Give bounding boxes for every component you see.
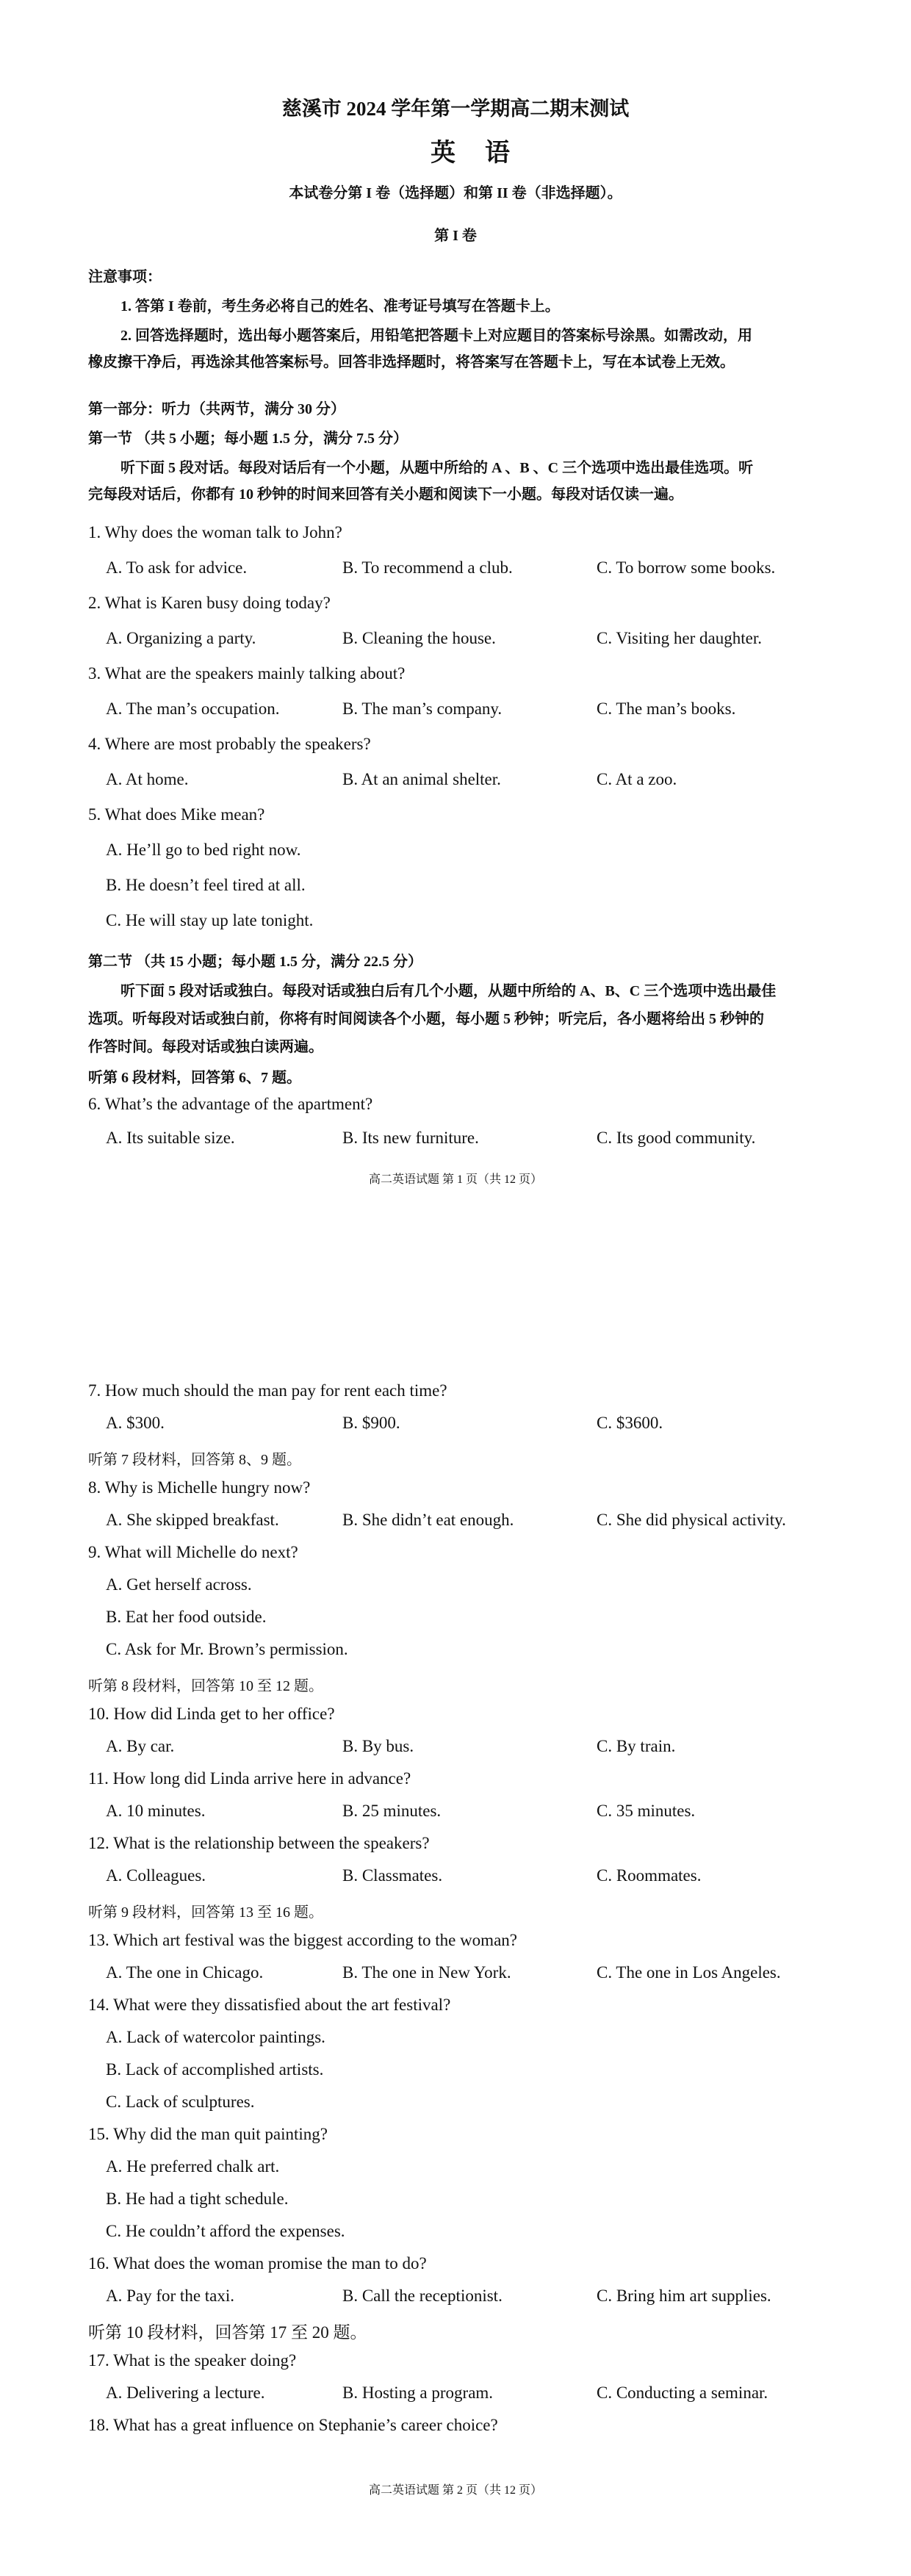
option-a: A. At home.	[106, 770, 189, 788]
notice-item-1: 1. 答第 I 卷前，考生务必将自己的姓名、准考证号填写在答题卡上。	[120, 298, 560, 314]
option-c: C. He will stay up late tonight.	[106, 911, 314, 929]
question-stem: 13. Which art festival was the biggest according to the woman?	[88, 1931, 517, 1949]
option-c: C. At a zoo.	[597, 770, 677, 788]
question-stem: 11. How long did Linda arrive here in advance?	[88, 1769, 411, 1788]
question-stem: 14. What were they dissatisfied about the art festival?	[88, 1996, 451, 2014]
option-b: B. Call the receptionist.	[342, 2287, 503, 2305]
option-b: B. At an animal shelter.	[342, 770, 501, 788]
option-b: B. 25 minutes.	[342, 1802, 442, 1820]
listening-material-9: 听第 9 段材料，回答第 13 至 16 题。	[88, 1904, 323, 1921]
exam-title: 慈溪市 2024 学年第一学期高二期末测试	[281, 98, 630, 120]
exam-intro: 本试卷分第 I 卷（选择题）和第 II 卷（非选择题）。	[289, 185, 622, 201]
section-two-instructions-line3: 作答时间。每段对话或独白读两遍。	[88, 1039, 323, 1055]
question-stem: 8. Why is Michelle hungry now?	[88, 1478, 311, 1497]
notice-title: 注意事项：	[88, 269, 162, 285]
option-b: B. Its new furniture.	[342, 1129, 479, 1147]
question-stem: 2. What is Karen busy doing today?	[88, 594, 331, 612]
section-one-heading: 第一节 （共 5 小题；每小题 1.5 分，满分 7.5 分）	[88, 431, 408, 447]
section-two-instructions-line2: 选项。听每段对话或独白前，你将有时间阅读各个小题，每小题 5 秒钟；听完后，各小题将给出 5 秒钟的	[88, 1011, 764, 1027]
part-one-heading: 第一部分：听力（共两节，满分 30 分）	[88, 401, 345, 417]
option-b: B. The man’s company.	[342, 699, 503, 718]
question-stem: 4. Where are most probably the speakers?	[88, 735, 371, 753]
question-stem: 18. What has a great influence on Stephanie’s career choice?	[88, 2416, 498, 2434]
question-stem: 3. What are the speakers mainly talking about?	[88, 664, 406, 683]
option-c: C. Lack of sculptures.	[106, 2093, 255, 2111]
option-a: A. He preferred chalk art.	[106, 2157, 280, 2176]
option-b: B. Hosting a program.	[342, 2383, 494, 2402]
option-a: A. $300.	[106, 1414, 165, 1432]
subject-title: 英语	[431, 140, 539, 167]
option-b: B. Classmates.	[342, 1866, 443, 1885]
question-stem: 16. What does the woman promise the man to do?	[88, 2254, 427, 2273]
option-a: A. The one in Chicago.	[106, 1963, 264, 1982]
option-b: B. $900.	[342, 1414, 400, 1432]
question-stem: 7. How much should the man pay for rent each time?	[88, 1381, 447, 1400]
option-a: A. Pay for the taxi.	[106, 2287, 235, 2305]
question-stem: 10. How did Linda get to her office?	[88, 1705, 335, 1723]
option-c: C. Its good community.	[597, 1129, 756, 1147]
option-a: A. Colleagues.	[106, 1866, 206, 1885]
option-a: A. She skipped breakfast.	[106, 1511, 279, 1529]
option-b: B. The one in New York.	[342, 1963, 511, 1982]
volume-title: 第 I 卷	[434, 228, 477, 244]
option-b: B. He doesn’t feel tired at all.	[106, 876, 306, 894]
option-a: A. The man’s occupation.	[106, 699, 280, 718]
option-c: C. Visiting her daughter.	[597, 629, 762, 647]
option-c: C. Conducting a seminar.	[597, 2383, 768, 2402]
option-c: C. The one in Los Angeles.	[597, 1963, 781, 1982]
option-c: C. Roommates.	[597, 1866, 702, 1885]
option-c: C. She did physical activity.	[597, 1511, 786, 1529]
option-a: A. Delivering a lecture.	[106, 2383, 265, 2402]
question-stem: 9. What will Michelle do next?	[88, 1543, 298, 1561]
option-a: A. He’ll go to bed right now.	[106, 841, 301, 859]
page-footer: 高二英语试题 第 2 页（共 12 页）	[368, 2484, 542, 2497]
option-a: A. Organizing a party.	[106, 629, 256, 647]
section-two-heading: 第二节 （共 15 小题；每小题 1.5 分，满分 22.5 分）	[88, 954, 422, 970]
option-a: A. Lack of watercolor paintings.	[106, 2028, 325, 2046]
option-b: B. By bus.	[342, 1737, 414, 1755]
option-c: C. The man’s books.	[597, 699, 736, 718]
listening-material-7: 听第 7 段材料，回答第 8、9 题。	[88, 1452, 301, 1468]
notice-item-2-line2: 橡皮擦干净后，再选涂其他答案标号。回答非选择题时，将答案写在答题卡上，写在本试卷上无效。	[88, 354, 735, 370]
option-b: B. To recommend a club.	[342, 558, 513, 577]
option-c: C. Bring him art supplies.	[597, 2287, 771, 2305]
option-a: A. 10 minutes.	[106, 1802, 206, 1820]
section-two-instructions-line1: 听下面 5 段对话或独白。每段对话或独白后有几个小题，从题中所给的 A、B、C 三个选项中选出最佳	[120, 983, 777, 999]
option-b: B. She didn’t eat enough.	[342, 1511, 514, 1529]
option-c: C. 35 minutes.	[597, 1802, 696, 1820]
listening-material-10: 听第 10 段材料，回答第 17 至 20 题。	[88, 2323, 367, 2342]
option-b: B. Cleaning the house.	[342, 629, 496, 647]
option-c: C. To borrow some books.	[597, 558, 776, 577]
question-stem: 6. What’s the advantage of the apartment?	[88, 1095, 373, 1113]
notice-item-2-line1: 2. 回答选择题时，选出每小题答案后，用铅笔把答题卡上对应题目的答案标号涂黑。如需改动，用	[120, 328, 752, 344]
option-c: C. $3600.	[597, 1414, 663, 1432]
option-c: C. He couldn’t afford the expenses.	[106, 2222, 345, 2240]
listening-material-8: 听第 8 段材料，回答第 10 至 12 题。	[88, 1678, 323, 1694]
option-c: C. Ask for Mr. Brown’s permission.	[106, 1640, 348, 1658]
question-stem: 5. What does Mike mean?	[88, 805, 265, 824]
question-stem: 1. Why does the woman talk to John?	[88, 523, 342, 542]
section-one-instructions-line2: 完每段对话后，你都有 10 秒钟的时间来回答有关小题和阅读下一小题。每段对话仅读一遍。	[88, 486, 683, 503]
option-c: C. By train.	[597, 1737, 676, 1755]
question-stem: 12. What is the relationship between the speakers?	[88, 1834, 430, 1852]
option-b: B. Eat her food outside.	[106, 1608, 267, 1626]
option-a: A. Its suitable size.	[106, 1129, 235, 1147]
option-b: B. He had a tight schedule.	[106, 2190, 289, 2208]
page-footer: 高二英语试题 第 1 页（共 12 页）	[368, 1173, 542, 1186]
option-b: B. Lack of accomplished artists.	[106, 2060, 324, 2079]
question-stem: 17. What is the speaker doing?	[88, 2351, 297, 2370]
listening-material-6: 听第 6 段材料，回答第 6、7 题。	[88, 1070, 301, 1086]
option-a: A. Get herself across.	[106, 1575, 252, 1594]
section-one-instructions-line1: 听下面 5 段对话。每段对话后有一个小题，从题中所给的 A 、B 、C 三个选项中选出最佳选项。听	[120, 460, 754, 476]
option-a: A. By car.	[106, 1737, 175, 1755]
question-stem: 15. Why did the man quit painting?	[88, 2125, 328, 2143]
option-a: A. To ask for advice.	[106, 558, 248, 577]
